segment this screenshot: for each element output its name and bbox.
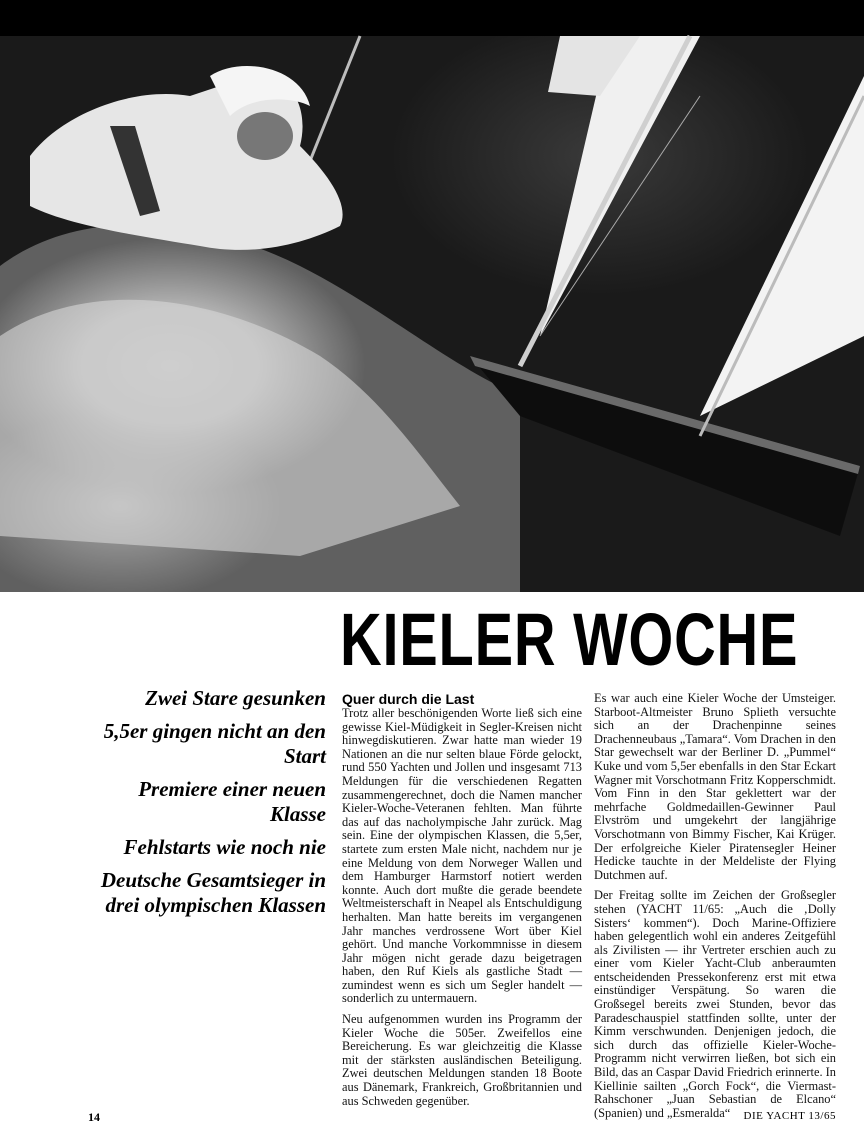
paragraph: Der Freitag sollte im Zeichen der Großsegler stehen (YACHT 11/65: „Auch die ‚Dolly Sisters‘ kommen“). Doch Marine-Offiziere haben gelegentlich wohl ein anderes Zeitgefühl als Zivilisten — ihr Vertreter erschien auch zu einer vom Kieler Yacht-Club anberaumten entscheidenden Pressekonferenz erst mit etwa einstündiger Verspätung. So waren die Großsegel bereits zwei Stunden, bevor das Paradeschauspiel stattfinden sollte, unter der Kimm verschwunden. Denjenigen jedoch, die sich durch das offizielle Kieler-Woche-Programm nicht verwirren ließen, bot sich ein Bild, das an Caspar David Friedrich erinnerte. In Kiellinie sailten „Gorch Fock“, die Viermast-Rahschoner „Juan Sebastian de Elcano“ (Spanien) und „Esmeralda“: [594, 888, 836, 1120]
deck-line: Zwei Stare gesunken: [145, 686, 326, 710]
page-number: 14: [88, 1110, 100, 1124]
deck-line: 5,5er gingen nicht an den Start: [103, 719, 326, 768]
paragraph: Neu aufgenommen wurden ins Programm der Kieler Woche die 505er. Zweifellos eine Bereicherung. Es war gleichzeitig die Klasse mit der stärksten ausländischen Beteiligung. Zwei deutschen Meldungen standen 18 Boote aus Dänemark, Frankreich, Großbritannien und aus Schweden gegenüber.: [342, 1012, 582, 1108]
top-black-band: [0, 0, 864, 36]
article-subhead: Quer durch die Last: [342, 691, 475, 707]
sailing-photo: [0, 36, 864, 592]
article-deck: [86, 686, 326, 926]
article-column-1: [342, 692, 582, 1115]
deck-line: Deutsche Gesamtsieger in drei olympischen Klassen: [100, 868, 326, 917]
paragraph: Es war auch eine Kieler Woche der Umsteiger. Starboot-Altmeister Bruno Splieth versuchte sich an der Drachenpinne seines Drachenneubaus „Tamara“. Vom Drachen in den Star gewechselt war der Berliner D. „Pummel“ Kuke und vom 5,5er ebenfalls in den Star Eckart Wagner mit Vorschotmann Fritz Kopperschmidt. Vom Finn in den Star geklettert war der mehrfache Goldmedaillen-Gewinner Paul Elvström und umgekehrt der langjährige Vorschotmann von Bimmy Fischer, Kai Krüger. Der erfolgreiche Kieler Piratensegler Heiner Hedicke tauchte in der Meldeliste der Flying Dutchmen auf.: [594, 691, 836, 882]
magazine-issue: DIE YACHT 13/65: [743, 1110, 836, 1122]
photo-illustration: [0, 36, 864, 592]
article-headline: KIELER WOCHE: [340, 598, 799, 681]
article-column-2: [594, 692, 836, 1127]
paragraph: Trotz aller beschönigenden Worte ließ sich eine gewisse Kiel-Müdigkeit in Segler-Kreisen nicht hinwegdiskutieren. Zwar hatte man wieder 19 Nationen an die nur selten blaue Förde gelockt, rund 550 Yachten und Jollen und insgesamt 713 Meldungen für die verschiedenen Regatten zusammengerechnet, doch die Namen mancher Kieler-Woche-Veteranen fehlten. Man führte das auf das nacholympische Jahr zurück. Mag sein. Eine der olympischen Klassen, die 5,5er, startete zum ersten Male nicht, nachdem nur je eine Meldung von dem Norweger Wallen und dem Hamburger Harmstorf notiert werden konnte. Auch dort mußte die gerade beendete Weltmeisterschaft in Neapel als Entschuldigung herhalten. Man hatte bereits im vergangenen Jahr manches verdrossene Wort über Kiel gehört. Und manche Vorkommnisse in diesem Jahr mögen nicht gerade dazu beigetragen haben, den Ruf Kiels als gastliche Stadt — zumindest wenn es sich um Segler handelt — sonderlich zu untermauern.: [342, 706, 582, 1006]
deck-line: Premiere einer neuen Klasse: [138, 777, 326, 826]
deck-line: Fehlstarts wie noch nie: [123, 835, 326, 859]
